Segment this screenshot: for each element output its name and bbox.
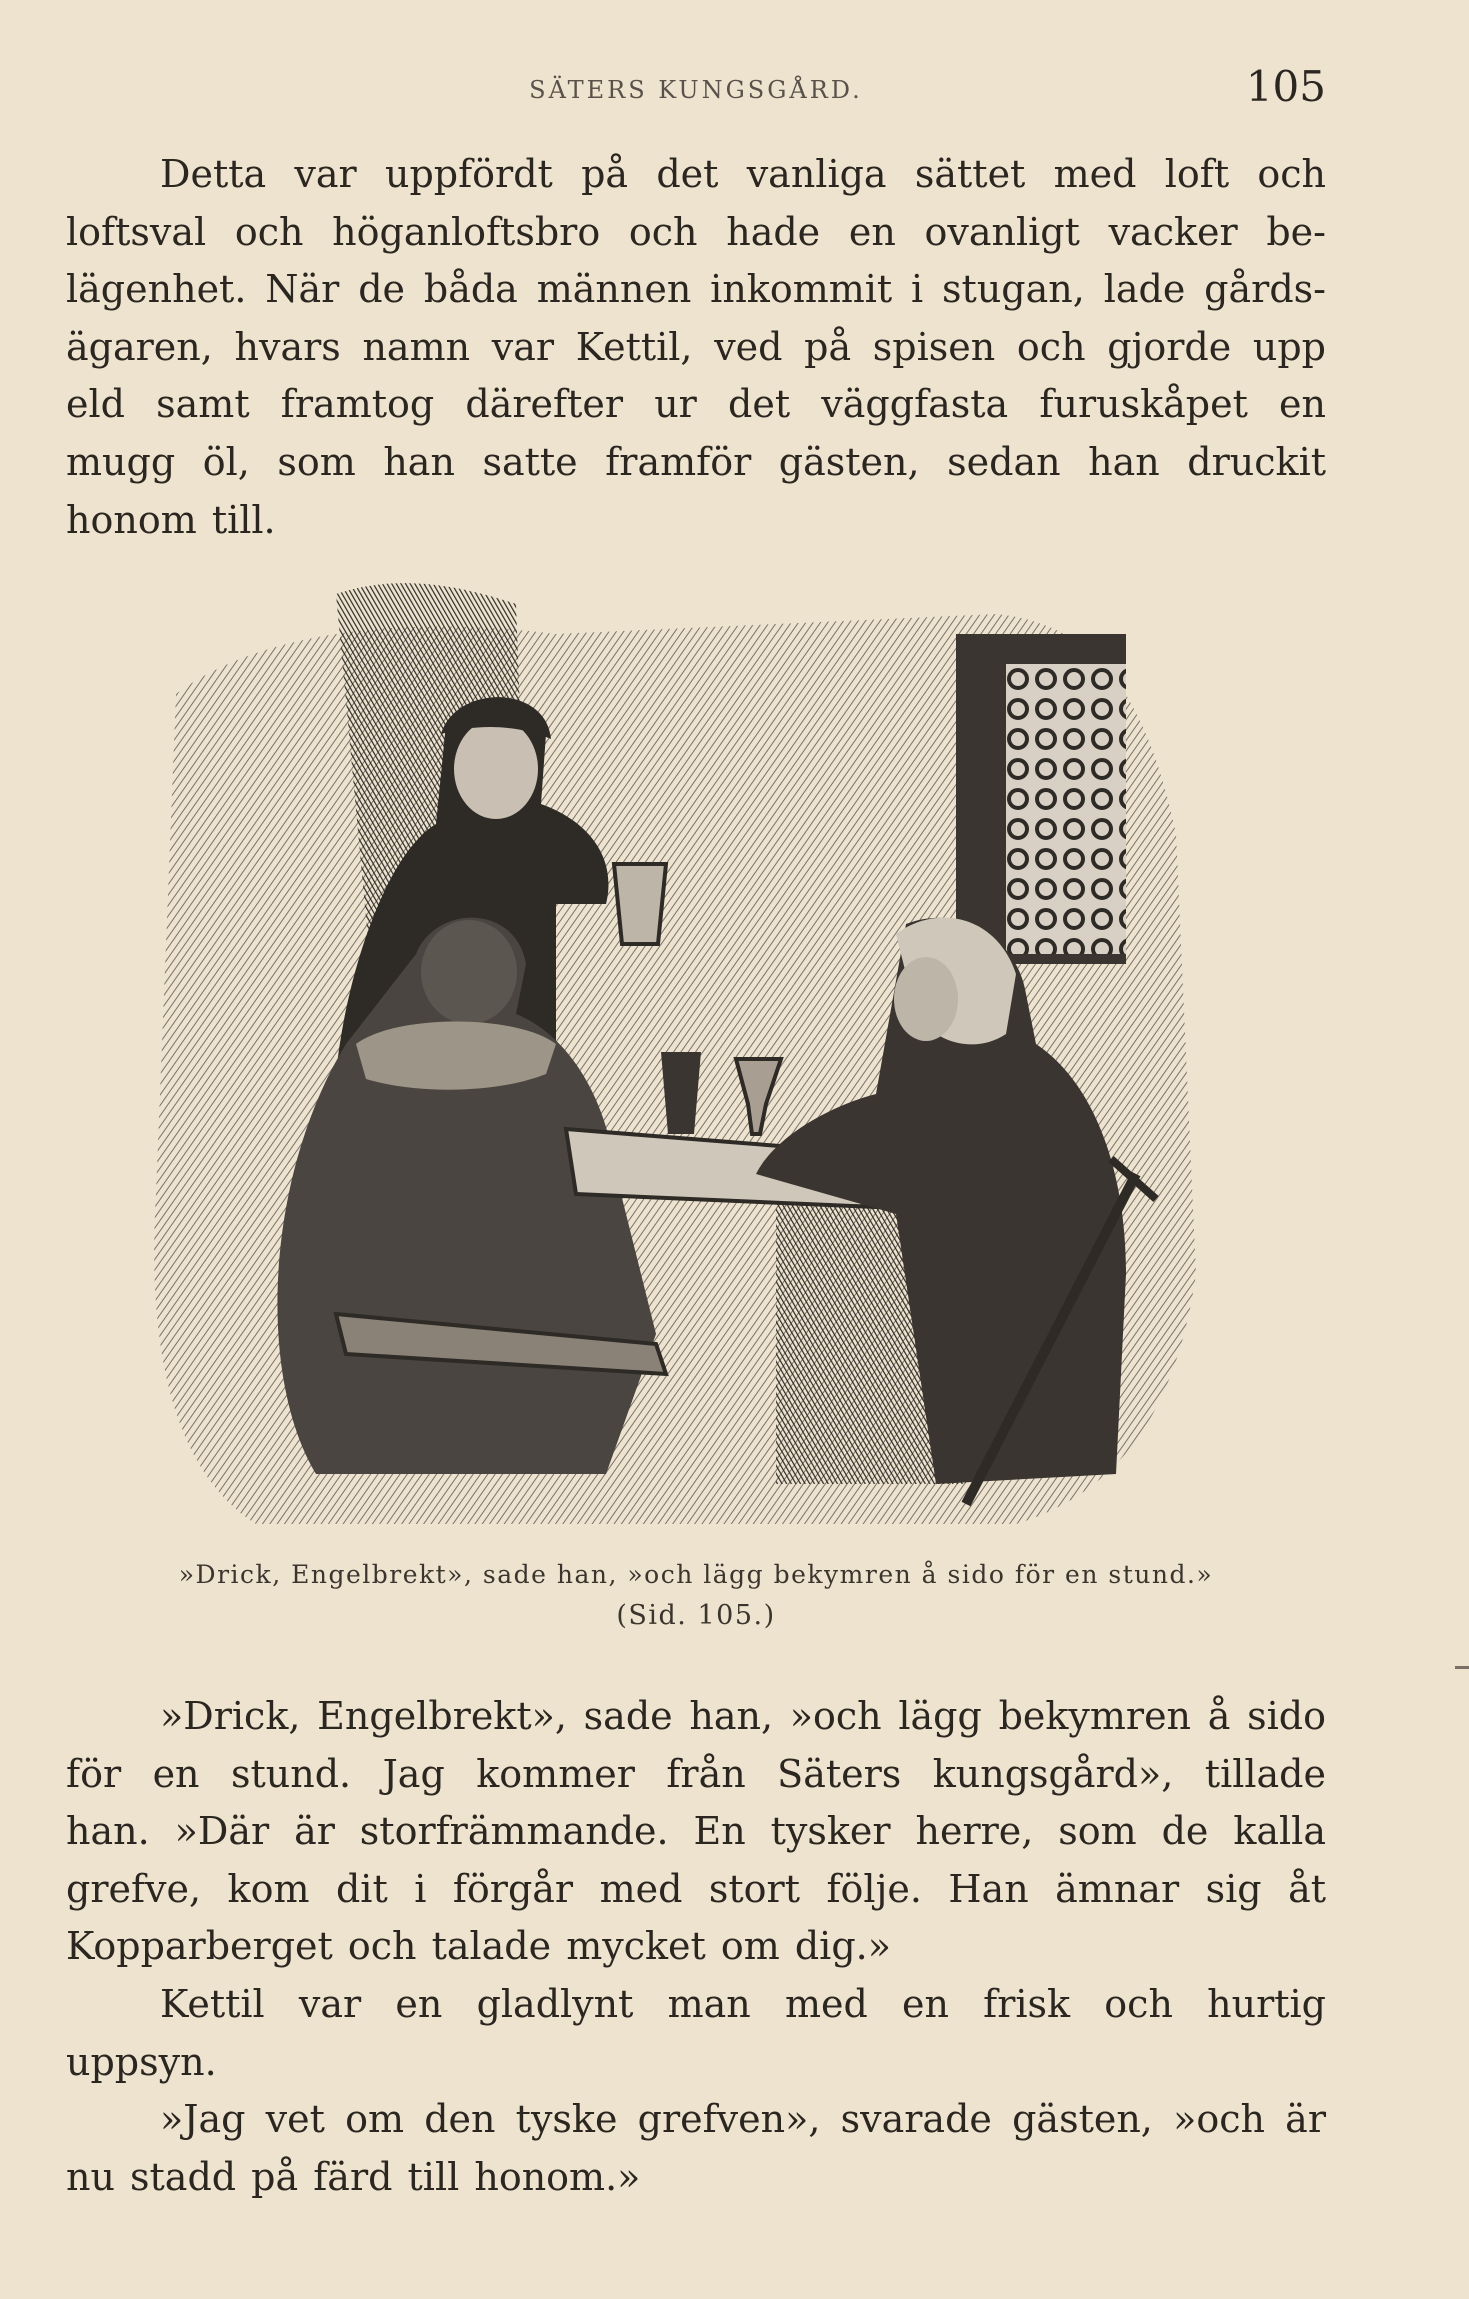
text-line: loftsval och höganloftsbro och hade en ovanligt vacker be- (66, 209, 1326, 254)
young-man-head (421, 920, 517, 1024)
text-line: nu stadd på färd till honom.» (66, 2154, 641, 2199)
text-line: »Jag vet om den tyske grefven», svarade gästen, »och är (160, 2097, 1326, 2141)
running-head (66, 62, 1326, 112)
running-title: SÄTERS KUNGSGÅRD. (529, 76, 863, 104)
text-line: eld samt framtog därefter ur det väggfasta furuskåpet en (66, 382, 1326, 427)
cup-left (661, 1052, 701, 1134)
text-line: grefve, kom dit i förgår med stort följe. Han ämnar sig åt (66, 1866, 1326, 1911)
text-line: mugg öl, som han satte framför gästen, sedan han druckit (66, 439, 1326, 484)
young-man-collar (356, 1022, 556, 1090)
text-line: för en stund. Jag kommer från Säters kungsgård», tillade (66, 1751, 1326, 1796)
text-line: Detta var uppfördt på det vanliga sättet med loft och (160, 152, 1326, 196)
top-paragraph (66, 146, 1326, 549)
text-line: ägaren, hvars namn var Kettil, ved på spisen och gjorde upp (66, 324, 1326, 369)
text-line: uppsyn. (66, 2039, 217, 2084)
illustration-caption: »Drick, Engelbrekt», sade han, »och lägg bekymren å sido för en stund.» (178, 1560, 1214, 1589)
text-line: honom till. (66, 497, 276, 542)
kettil-paragraph (66, 1976, 1326, 2091)
tankard-raised (614, 864, 666, 944)
text-line: »Drick, Engelbrekt», sade han, »och lägg bekymren å sido (160, 1694, 1326, 1738)
text-line: Kopparberget och talade mycket om dig.» (66, 1924, 891, 1969)
guest-face (894, 957, 958, 1041)
page-number: 105 (1245, 62, 1326, 111)
margin-mark (1455, 1666, 1469, 1669)
illustration-page-ref: (Sid. 105.) (616, 1600, 776, 1631)
guest-reply-paragraph (66, 2091, 1326, 2206)
text-line: han. »Där är storfrämmande. En tysker herre, som de kalla (66, 1809, 1326, 1854)
dialogue-paragraph (66, 1688, 1326, 1976)
engraving-illustration (136, 574, 1222, 1534)
window-lattice (1006, 664, 1126, 954)
host-face (454, 719, 538, 819)
text-line: lägenhet. När de båda männen inkommit i stugan, lade gårds- (66, 267, 1326, 312)
text-line: Kettil var en gladlynt man med en frisk och hurtig (160, 1982, 1326, 2026)
